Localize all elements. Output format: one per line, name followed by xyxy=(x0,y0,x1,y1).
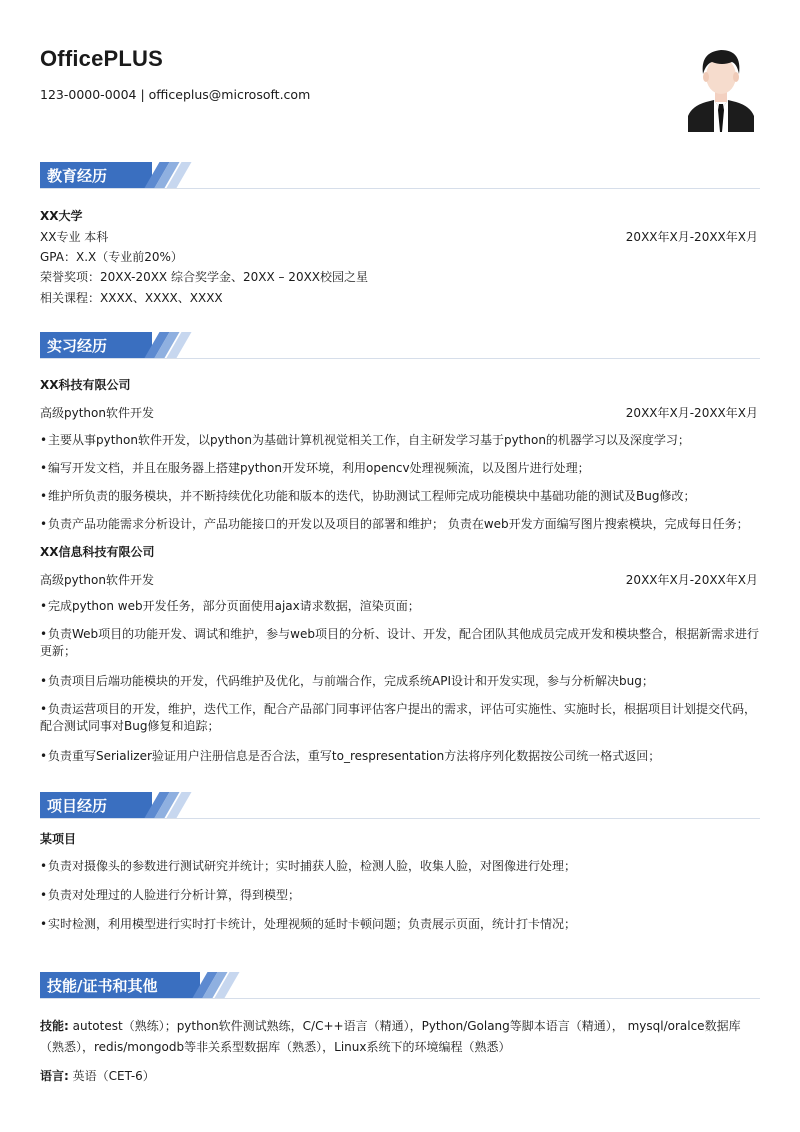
section-header-project xyxy=(40,792,760,818)
job-bullet: •完成python web开发任务，部分页面使用ajax请求数据，渲染页面； xyxy=(40,599,420,613)
courses: 相关课程：XXXX、XXXX、XXXX xyxy=(40,291,223,305)
job-bullet: •负责Web项目的功能开发、调试和维护，参与web项目的分析、设计、开发，配合团队其他成员完成开发和模块整合，根据新需求进行更新； xyxy=(40,627,759,658)
section-header-skills xyxy=(40,972,760,998)
skills-text xyxy=(40,1016,764,1058)
job-bullet: •编写开发文档，并且在服务器上搭建python开发环境，利用opencv处理视频流，以及图片进行处理； xyxy=(40,461,590,475)
school-name: XX大学 xyxy=(40,209,83,223)
skills-value: autotest（熟练）；python软件测试熟练，C/C++语言（精通），Python/Golang等脚本语言（精通）， mysql/oralce数据库（熟悉），redis/mongodb等非关系型数据库（熟悉），Linux系统下的环境编程（熟悉） xyxy=(40,1019,741,1054)
candidate-name: OfficePLUS xyxy=(40,46,164,71)
company-name: XX科技有限公司 xyxy=(40,378,131,392)
language-label: 语言: xyxy=(40,1069,69,1083)
major: XX专业 本科 xyxy=(40,230,109,244)
contact-info: 123-0000-0004 | officeplus@microsoft.com xyxy=(40,87,311,102)
section-title: 教育经历 xyxy=(47,167,108,185)
section-header-education xyxy=(40,162,760,188)
job-bullet: •维护所负责的服务模块，并不断持续优化功能和版本的迭代，协助测试工程师完成功能模块中基础功能的测试及Bug修改； xyxy=(40,489,696,503)
job-role: 高级python软件开发 xyxy=(40,406,154,420)
person-avatar-icon xyxy=(688,44,754,132)
job-bullet: •主要从事python软件开发，以python为基础计算机视觉相关工作，自主研发学习基于python的机器学习以及深度学习； xyxy=(40,433,690,447)
education-date: 20XX年X月-20XX年X月 xyxy=(625,230,758,244)
avatar xyxy=(688,44,754,132)
honors: 荣誉奖项：20XX-20XX 综合奖学金、20XX – 20XX校园之星 xyxy=(40,270,369,284)
section-title: 实习经历 xyxy=(47,337,108,355)
project-bullet: •实时检测，利用模型进行实时打卡统计，处理视频的延时卡顿问题；负责展示页面，统计打卡情况； xyxy=(40,917,577,931)
project-bullet: •负责对处理过的人脸进行分析计算，得到模型； xyxy=(40,888,301,902)
job-date: 20XX年X月-20XX年X月 xyxy=(625,573,758,587)
skills-label: 技能: xyxy=(40,1019,69,1033)
language-value: 英语（CET-6） xyxy=(72,1069,155,1083)
job-bullet: •负责项目后端功能模块的开发，代码维护及优化，与前端合作，完成系统API设计和开发实现，参与分析解决bug； xyxy=(40,674,654,688)
company-name: XX信息科技有限公司 xyxy=(40,545,155,559)
gpa: GPA：X.X（专业前20%） xyxy=(40,250,183,264)
job-bullet: •负责重写Serializer验证用户注册信息是否合法，重写to_respresentation方法将序列化数据按公司统一格式返回； xyxy=(40,749,661,763)
job-role: 高级python软件开发 xyxy=(40,573,154,587)
language-text xyxy=(40,1067,155,1084)
job-bullet: •负责运营项目的开发，维护，迭代工作，配合产品部门同事评估客户提出的需求，评估可实施性、实施时长，根据项目计划提交代码，配合测试同事对Bug修复和追踪； xyxy=(40,702,757,733)
project-name: 某项目 xyxy=(40,832,77,846)
job-date: 20XX年X月-20XX年X月 xyxy=(625,406,758,420)
section-title: 项目经历 xyxy=(47,797,108,815)
section-title: 技能/证书和其他 xyxy=(47,977,158,995)
project-bullet: •负责对摄像头的参数进行测试研究并统计；实时捕获人脸，检测人脸，收集人脸，对图像进行处理； xyxy=(40,859,577,873)
section-header-internship xyxy=(40,332,760,358)
job-bullet: •负责产品功能需求分析设计，产品功能接口的开发以及项目的部署和维护； 负责在web开发方面编写图片搜索模块，完成每日任务； xyxy=(40,517,749,531)
